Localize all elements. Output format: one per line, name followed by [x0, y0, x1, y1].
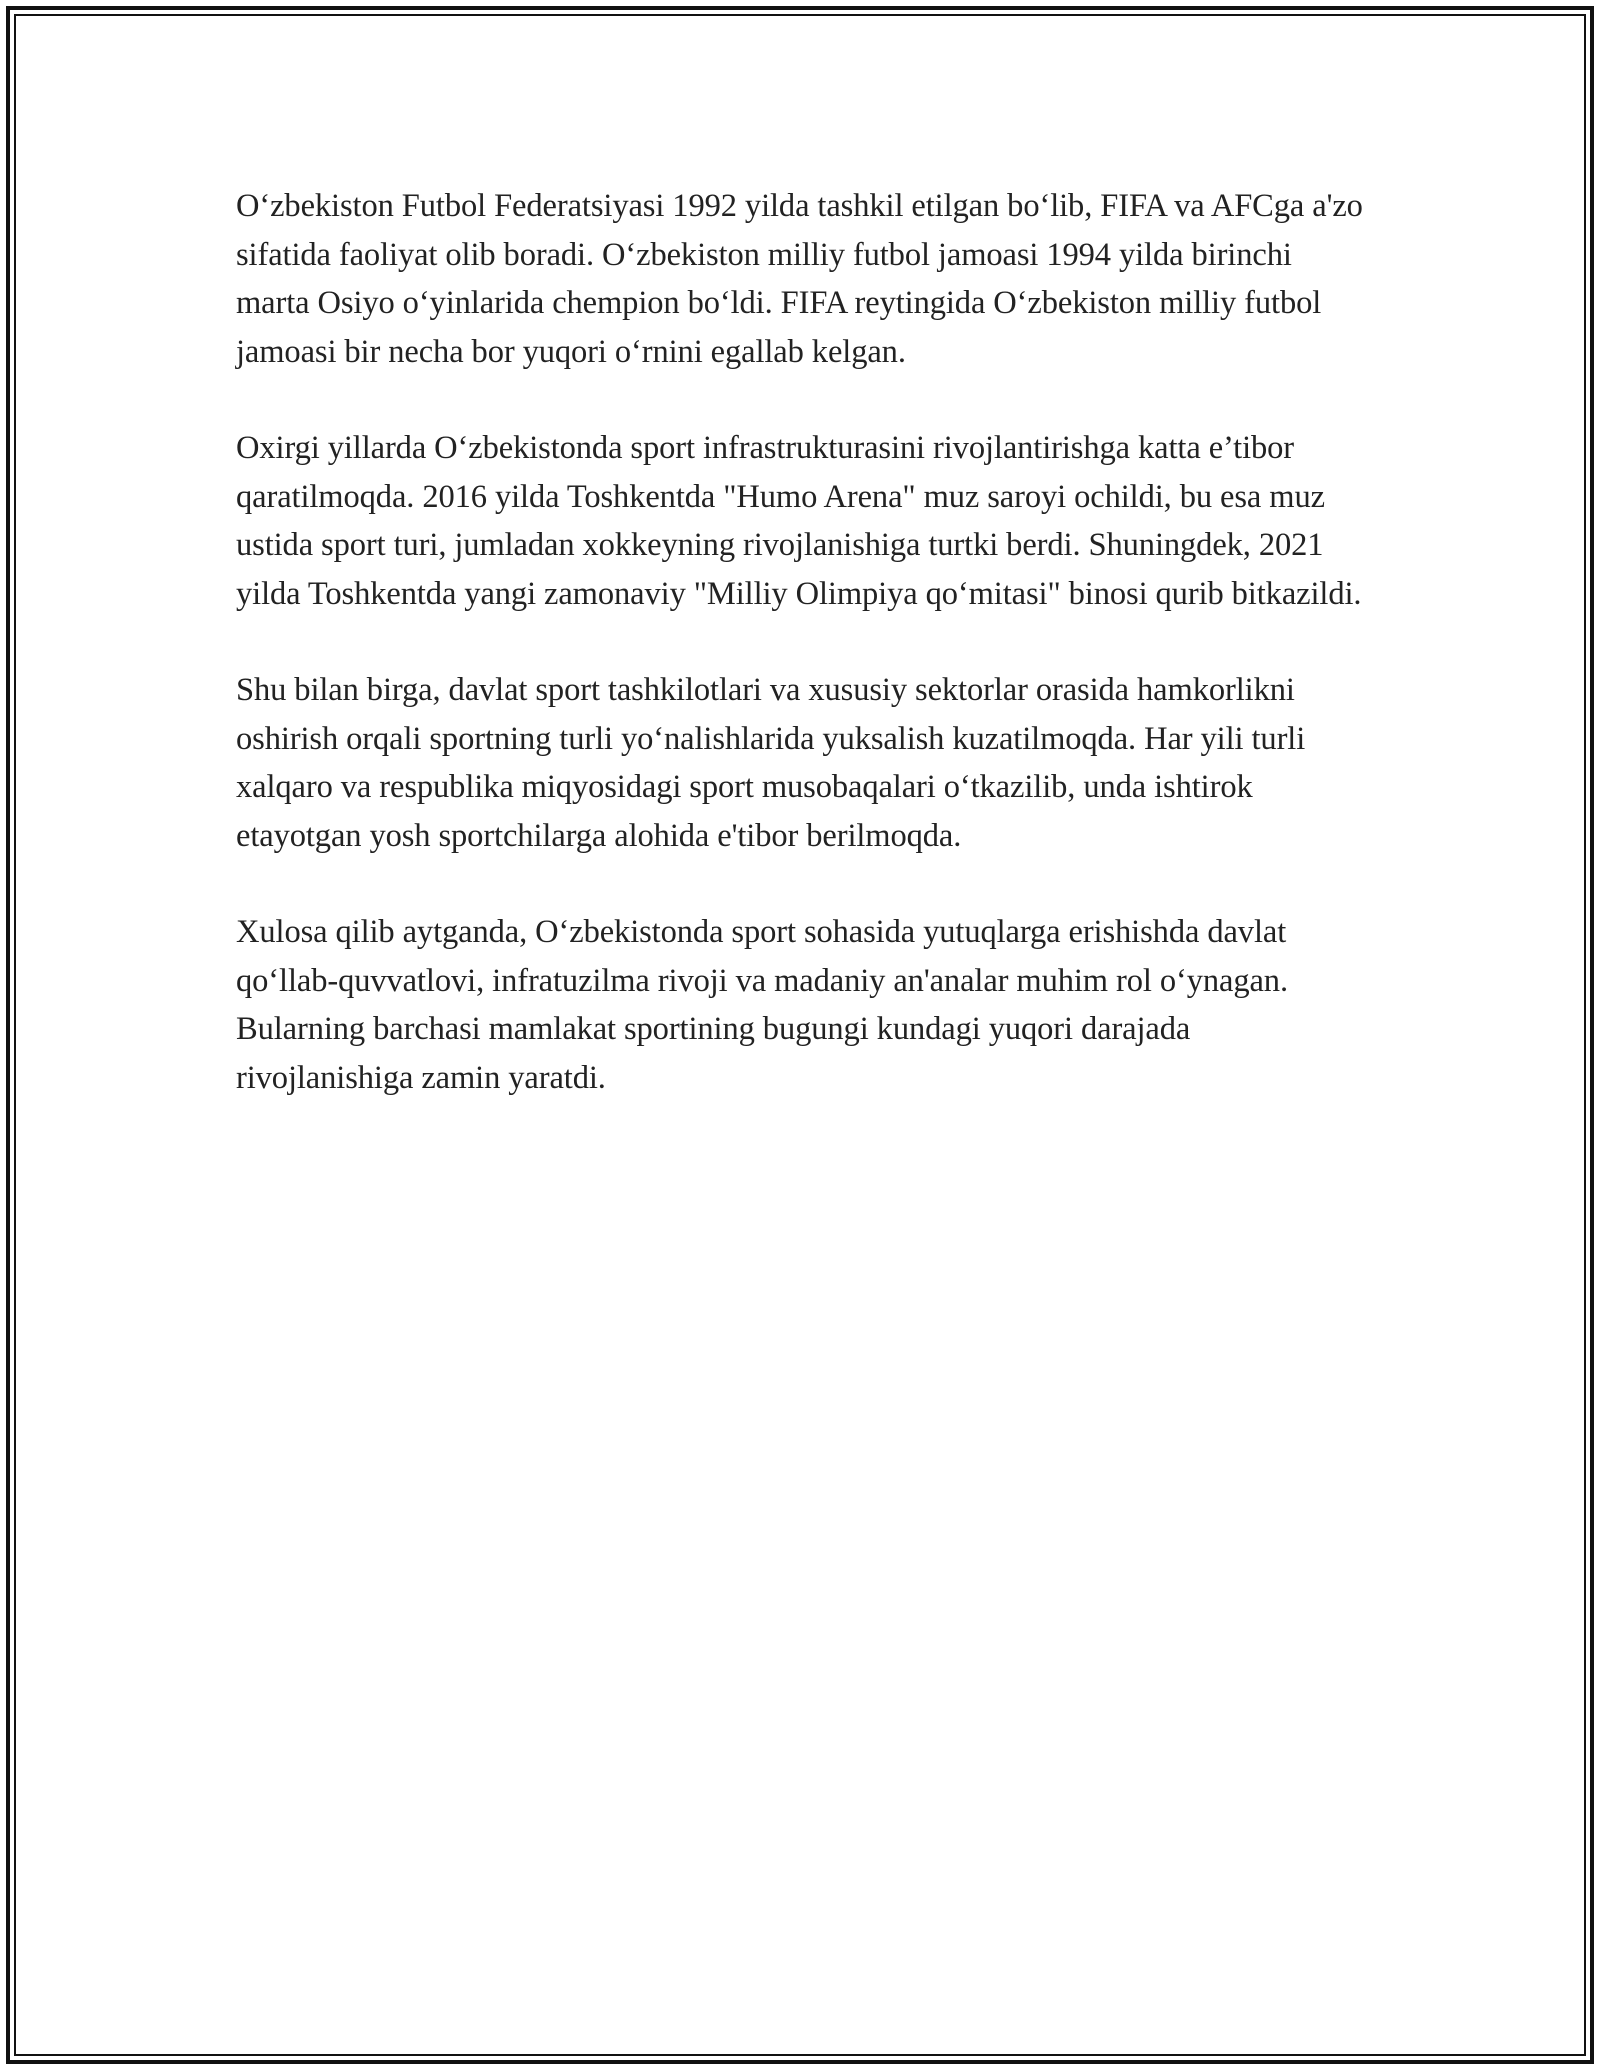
paragraph-cooperation: Shu bilan birga, davlat sport tashkilotlari va xususiy sektorlar orasida hamkorlikni oshirish orqali sportning turli yo‘nalishlarida yuksalish kuzatilmoqda. Har yili turli xalqaro va respublika miqyosidagi sport musobaqalari o‘tkazilib, unda ishtirok etayotgan yosh sportchilarga alohida e'tibor berilmoqda.	[236, 672, 1306, 854]
paragraph-football-federation: O‘zbekiston Futbol Federatsiyasi 1992 yilda tashkil etilgan bo‘lib, FIFA va AFCga a'zo sifatida faoliyat olib boradi. O‘zbekiston milliy futbol jamoasi 1994 yilda birinchi marta Osiyo o‘yinlarida chempion bo‘ldi. FIFA reytingida O‘zbekiston milliy futbol jamoasi bir necha bor yuqori o‘rnini egallab kelgan.	[236, 188, 1363, 370]
document-body	[236, 182, 1366, 1102]
paragraph-conclusion: Xulosa qilib aytganda, O‘zbekistonda sport sohasida yutuqlarga erishishda davlat qo‘llab-quvvatlovi, infratuzilma rivoji va madaniy an'analar muhim rol o‘ynagan. Bularning barchasi mamlakat sportining bugungi kundagi yuqori darajada rivojlanishiga zamin yaratdi.	[236, 914, 1288, 1096]
paragraph-sport-infrastructure: Oxirgi yillarda O‘zbekistonda sport infrastrukturasini rivojlantirishga katta e’tibor qaratilmoqda. 2016 yilda Toshkentda "Humo Arena" muz saroyi ochildi, bu esa muz ustida sport turi, jumladan xokkeyning rivojlanishiga turtki berdi. Shuningdek, 2021 yilda Toshkentda yangi zamonaviy "Milliy Olimpiya qo‘mitasi" binosi qurib bitkazildi.	[236, 430, 1362, 612]
